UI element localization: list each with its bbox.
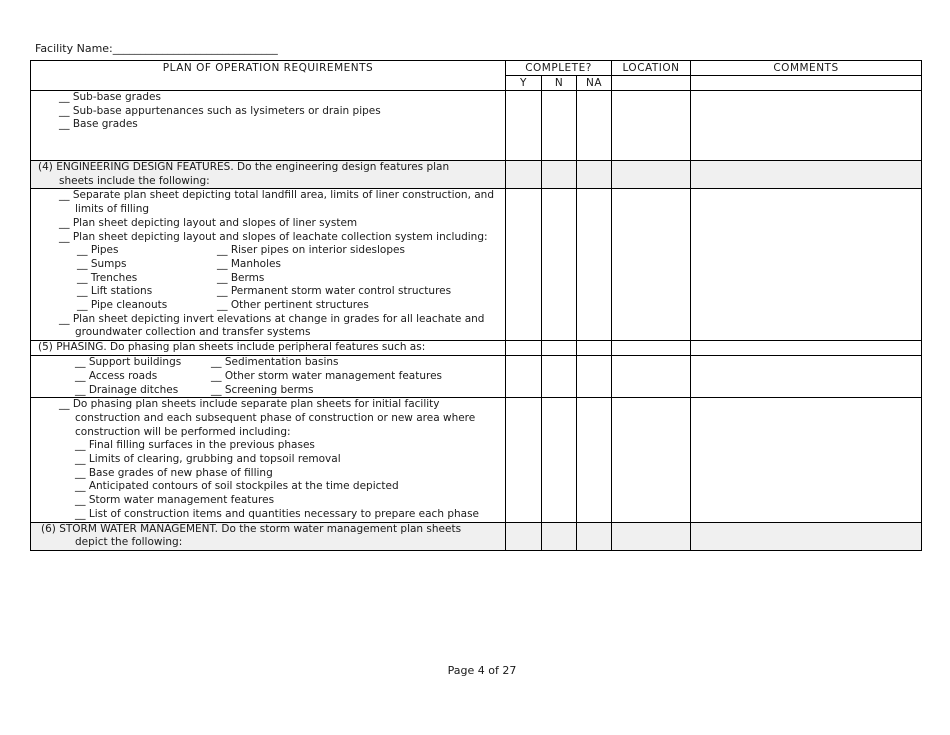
n-cell[interactable] (542, 522, 577, 550)
list-item: __ Riser pipes on interior sideslopes (217, 244, 405, 257)
section-heading-row (31, 161, 922, 189)
heading-line: (6) STORM WATER MANAGEMENT. Do the storm water management plan sheets (41, 522, 462, 535)
location-subheader (612, 76, 691, 91)
list-item-pair (31, 272, 505, 286)
complete-header: COMPLETE? (506, 61, 612, 76)
list-item: __ Pipe cleanouts (77, 299, 168, 312)
list-item: __ Manholes (217, 257, 281, 270)
y-cell[interactable] (506, 189, 542, 341)
list-item: __ Berms (217, 271, 265, 284)
heading-line: (5) PHASING. Do phasing plan sheets include peripheral features such as: (38, 341, 426, 354)
list-item: __ Screening berms (211, 383, 314, 396)
requirements-header: PLAN OF OPERATION REQUIREMENTS (31, 61, 506, 91)
requirement-cell (31, 398, 506, 522)
comments-cell[interactable] (691, 341, 922, 356)
location-cell[interactable] (612, 91, 691, 161)
n-cell[interactable] (542, 189, 577, 341)
location-cell[interactable] (612, 341, 691, 356)
n-cell[interactable] (542, 341, 577, 356)
list-item: __ Other storm water management features (211, 369, 443, 382)
location-cell[interactable] (612, 189, 691, 341)
comments-cell[interactable] (691, 522, 922, 550)
list-item: __ Sumps (77, 257, 127, 270)
list-item-continuation: groundwater collection and transfer systems (75, 326, 311, 339)
list-item: __ Final filling surfaces in the previous phases (75, 439, 315, 452)
list-item-pair (31, 299, 505, 313)
n-cell[interactable] (542, 161, 577, 189)
list-item: __ Separate plan sheet depicting total landfill area, limits of liner construction, and (59, 189, 494, 202)
y-cell[interactable] (506, 522, 542, 550)
heading-line: (4) ENGINEERING DESIGN FEATURES. Do the engineering design features plan (38, 161, 450, 173)
na-header: NA (577, 76, 612, 91)
list-item: __ Support buildings (75, 356, 182, 369)
list-item-pair (31, 244, 505, 258)
location-cell[interactable] (612, 161, 691, 189)
location-cell[interactable] (612, 356, 691, 398)
list-item: __ Drainage ditches (75, 383, 179, 396)
y-header: Y (506, 76, 542, 91)
list-item: __ Base grades (59, 118, 138, 131)
section-heading-row (31, 522, 922, 550)
heading-line: sheets include the following: (59, 174, 210, 187)
n-header: N (542, 76, 577, 91)
y-cell[interactable] (506, 356, 542, 398)
list-item: __ Permanent storm water control structures (217, 285, 452, 298)
comments-header: COMMENTS (691, 61, 922, 76)
section-6-heading (31, 522, 506, 550)
list-item: __ Sub-base grades (59, 91, 161, 103)
list-item-pair (31, 285, 505, 299)
y-cell[interactable] (506, 91, 542, 161)
table-row (31, 356, 922, 398)
comments-cell[interactable] (691, 161, 922, 189)
list-item: __ Sub-base appurtenances such as lysimeters or drain pipes (59, 104, 381, 117)
table-row (31, 189, 922, 341)
location-cell[interactable] (612, 398, 691, 522)
n-cell[interactable] (542, 91, 577, 161)
requirement-cell (31, 189, 506, 341)
list-item-pair (31, 258, 505, 272)
comments-subheader (691, 76, 922, 91)
header-row (31, 61, 922, 76)
facility-name-field: Facility Name:______________________________ (35, 42, 278, 55)
heading-line: depict the following: (75, 536, 183, 549)
na-cell[interactable] (577, 522, 612, 550)
na-cell[interactable] (577, 91, 612, 161)
list-item: __ Pipes (77, 244, 119, 257)
comments-cell[interactable] (691, 398, 922, 522)
na-cell[interactable] (577, 161, 612, 189)
list-item: __ Storm water management features (75, 494, 275, 507)
comments-cell[interactable] (691, 356, 922, 398)
y-cell[interactable] (506, 161, 542, 189)
list-item-continuation: limits of filling (75, 203, 150, 216)
list-item-continuation: construction and each subsequent phase of construction or new area where (75, 411, 476, 424)
list-item: __ List of construction items and quantities necessary to prepare each phase (75, 507, 479, 520)
location-cell[interactable] (612, 522, 691, 550)
requirement-cell (31, 356, 506, 398)
comments-cell[interactable] (691, 91, 922, 161)
n-cell[interactable] (542, 398, 577, 522)
list-item: __ Plan sheet depicting layout and slopes of leachate collection system including: (59, 230, 488, 243)
na-cell[interactable] (577, 356, 612, 398)
y-cell[interactable] (506, 398, 542, 522)
list-item: __ Trenches (77, 271, 138, 284)
list-item: __ Sedimentation basins (211, 356, 339, 369)
table-row (31, 91, 922, 161)
location-header: LOCATION (612, 61, 691, 76)
table-row (31, 398, 922, 522)
list-item: __ Other pertinent structures (217, 299, 369, 312)
section-4-heading (31, 161, 506, 189)
comments-cell[interactable] (691, 189, 922, 341)
section-5-heading (31, 341, 506, 356)
list-item: __ Limits of clearing, grubbing and topsoil removal (75, 453, 341, 466)
list-item: __ Do phasing plan sheets include separate plan sheets for initial facility (59, 398, 440, 411)
list-item-pair (31, 384, 505, 398)
na-cell[interactable] (577, 189, 612, 341)
list-item: __ Plan sheet depicting layout and slopes of liner system (59, 216, 358, 229)
list-item: __ Lift stations (77, 285, 153, 298)
list-item-pair (31, 370, 505, 384)
list-item: __ Access roads (75, 369, 158, 382)
n-cell[interactable] (542, 356, 577, 398)
requirements-table (30, 60, 922, 551)
list-item: __ Base grades of new phase of filling (75, 466, 273, 479)
y-cell[interactable] (506, 341, 542, 356)
list-item: __ Anticipated contours of soil stockpiles at the time depicted (75, 480, 399, 493)
list-item-continuation: construction will be performed including: (75, 425, 291, 438)
section-heading-row (31, 341, 922, 356)
list-item: __ Plan sheet depicting invert elevations at change in grades for all leachate and (59, 312, 485, 325)
na-cell[interactable] (577, 398, 612, 522)
page-number: Page 4 of 27 (447, 664, 517, 677)
requirement-cell (31, 91, 506, 161)
list-item-pair (31, 356, 505, 370)
na-cell[interactable] (577, 341, 612, 356)
